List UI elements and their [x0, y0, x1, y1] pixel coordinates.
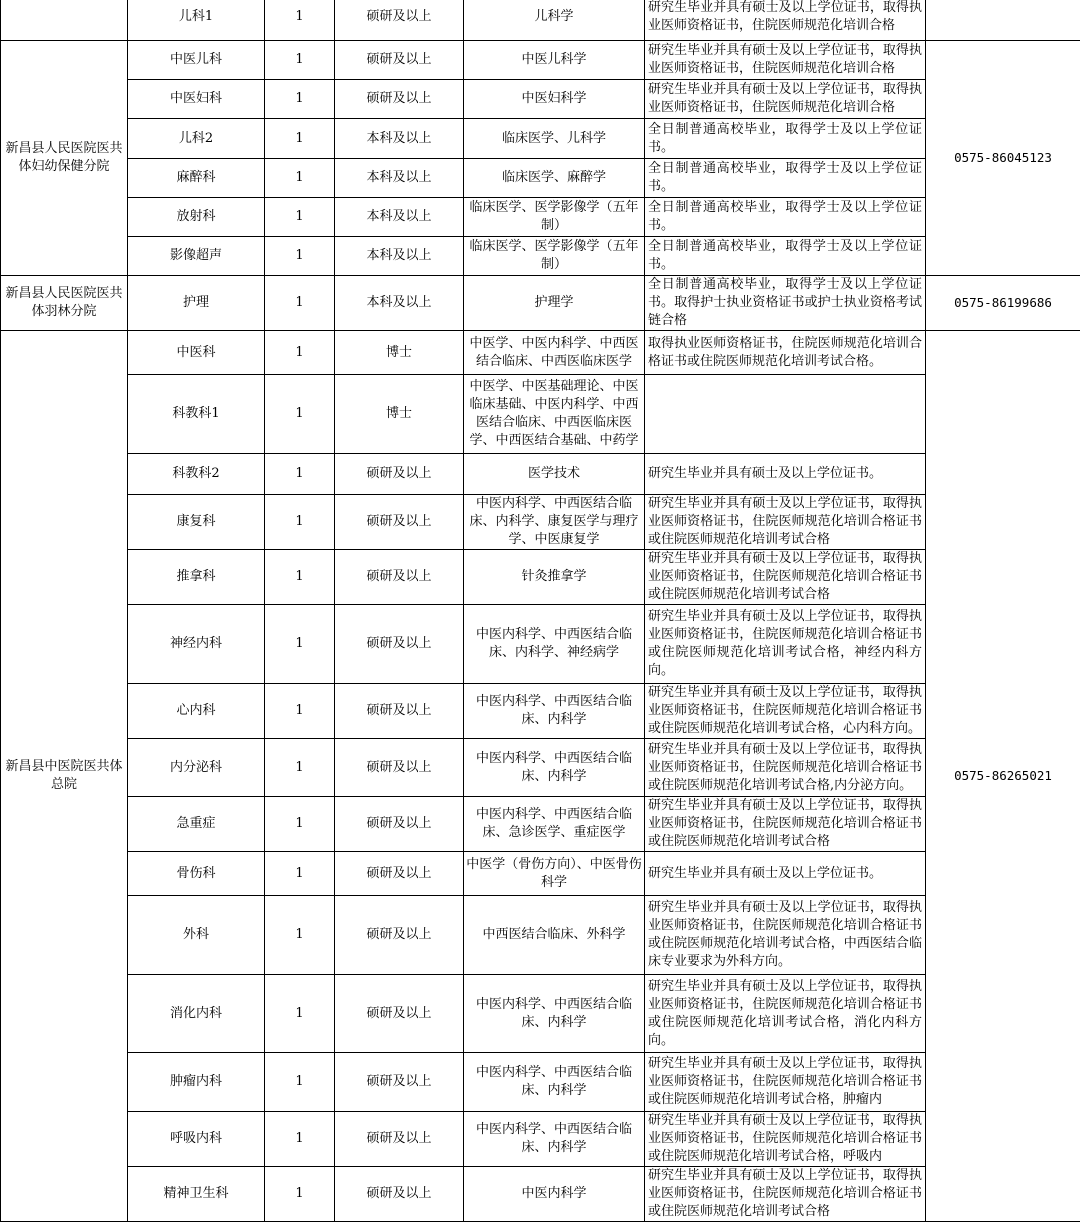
major-cell: 中医内科学、中西医结合临床、内科学、康复医学与理疗学、中医康复学	[464, 495, 645, 550]
table-row	[1, 1167, 1080, 1222]
count-cell: 1	[265, 495, 335, 550]
count-cell: 1	[265, 739, 335, 797]
org-cell	[1, 0, 128, 41]
education-cell: 本科及以上	[335, 276, 464, 331]
table-row	[1, 550, 1080, 605]
table-body	[1, 0, 1080, 1222]
education-cell: 硕研及以上	[335, 550, 464, 605]
education-cell: 本科及以上	[335, 159, 464, 198]
count-cell: 1	[265, 550, 335, 605]
education-cell: 博士	[335, 331, 464, 375]
requirement-cell: 研究生毕业并具有硕士及以上学位证书，取得执业医师资格证书，住院医师规范化培训合格证书或住院医师规范化培训考试合格，消化内科方向。	[645, 975, 926, 1053]
requirement-cell: 研究生毕业并具有硕士及以上学位证书。	[645, 852, 926, 896]
major-cell: 中医内科学、中西医结合临床、内科学	[464, 975, 645, 1053]
requirement-cell: 研究生毕业并具有硕士及以上学位证书，取得执业医师资格证书，住院医师规范化培训合格	[645, 41, 926, 80]
education-cell: 硕研及以上	[335, 41, 464, 80]
org-cell: 新昌县中医院医共体总院	[1, 331, 128, 1222]
count-cell: 1	[265, 1167, 335, 1222]
education-cell: 硕研及以上	[335, 454, 464, 495]
dept-cell: 护理	[128, 276, 265, 331]
count-cell: 1	[265, 454, 335, 495]
count-cell: 1	[265, 1053, 335, 1112]
requirement-cell: 研究生毕业并具有硕士及以上学位证书，取得执业医师资格证书，住院医师规范化培训合格证书或住院医师规范化培训考试合格	[645, 550, 926, 605]
count-cell: 1	[265, 331, 335, 375]
major-cell: 临床医学、麻醉学	[464, 159, 645, 198]
requirement-cell: 研究生毕业并具有硕士及以上学位证书，取得执业医师资格证书，住院医师规范化培训合格证书或住院医师规范化培训考试合格，中西医结合临床专业要求为外科方向。	[645, 896, 926, 975]
dept-cell: 中医科	[128, 331, 265, 375]
education-cell: 硕研及以上	[335, 797, 464, 852]
table-row	[1, 375, 1080, 454]
major-cell: 护理学	[464, 276, 645, 331]
dept-cell: 中医妇科	[128, 80, 265, 119]
education-cell: 硕研及以上	[335, 605, 464, 684]
table-row	[1, 159, 1080, 198]
education-cell: 硕研及以上	[335, 0, 464, 41]
table-row	[1, 0, 1080, 41]
dept-cell: 消化内科	[128, 975, 265, 1053]
education-cell: 硕研及以上	[335, 1053, 464, 1112]
table-row	[1, 605, 1080, 684]
requirement-cell: 研究生毕业并具有硕士及以上学位证书，取得执业医师资格证书，住院医师规范化培训合格	[645, 80, 926, 119]
dept-cell: 外科	[128, 896, 265, 975]
major-cell: 中医学（骨伤方向）、中医骨伤科学	[464, 852, 645, 896]
requirement-cell: 研究生毕业并具有硕士及以上学位证书，取得执业医师资格证书，住院医师规范化培训合格证书或住院医师规范化培训考试合格,内分泌方向。	[645, 739, 926, 797]
requirement-cell: 研究生毕业并具有硕士及以上学位证书，取得执业医师资格证书，住院医师规范化培训合格证书或住院医师规范化培训考试合格	[645, 797, 926, 852]
education-cell: 硕研及以上	[335, 852, 464, 896]
requirement-cell: 全日制普通高校毕业，取得学士及以上学位证书。	[645, 237, 926, 276]
requirement-cell: 全日制普通高校毕业，取得学士及以上学位证书。	[645, 198, 926, 237]
dept-cell: 影像超声	[128, 237, 265, 276]
dept-cell: 康复科	[128, 495, 265, 550]
dept-cell: 急重症	[128, 797, 265, 852]
count-cell: 1	[265, 852, 335, 896]
major-cell: 临床医学、医学影像学（五年制）	[464, 237, 645, 276]
count-cell: 1	[265, 80, 335, 119]
dept-cell: 心内科	[128, 684, 265, 739]
requirement-cell	[645, 375, 926, 454]
phone-cell: 0575-86265021	[926, 331, 1080, 1222]
count-cell: 1	[265, 41, 335, 80]
table-row	[1, 237, 1080, 276]
education-cell: 硕研及以上	[335, 684, 464, 739]
major-cell: 中医内科学、中西医结合临床、内科学、神经病学	[464, 605, 645, 684]
dept-cell: 呼吸内科	[128, 1112, 265, 1167]
education-cell: 硕研及以上	[335, 1112, 464, 1167]
education-cell: 本科及以上	[335, 237, 464, 276]
count-cell: 1	[265, 896, 335, 975]
major-cell: 医学技术	[464, 454, 645, 495]
major-cell: 中医学、中医内科学、中西医结合临床、中西医临床医学	[464, 331, 645, 375]
count-cell: 1	[265, 605, 335, 684]
count-cell: 1	[265, 797, 335, 852]
requirement-cell: 全日制普通高校毕业，取得学士及以上学位证书。	[645, 119, 926, 159]
dept-cell: 科教科1	[128, 375, 265, 454]
count-cell: 1	[265, 237, 335, 276]
table-row	[1, 495, 1080, 550]
major-cell: 中医内科学、中西医结合临床、内科学	[464, 1112, 645, 1167]
major-cell: 针灸推拿学	[464, 550, 645, 605]
count-cell: 1	[265, 375, 335, 454]
table-row	[1, 276, 1080, 331]
count-cell: 1	[265, 1112, 335, 1167]
dept-cell: 麻醉科	[128, 159, 265, 198]
table-row	[1, 1112, 1080, 1167]
table-row	[1, 198, 1080, 237]
table-row	[1, 739, 1080, 797]
count-cell: 1	[265, 159, 335, 198]
table-row	[1, 1053, 1080, 1112]
dept-cell: 神经内科	[128, 605, 265, 684]
requirement-cell: 研究生毕业并具有硕士及以上学位证书，取得执业医师资格证书，住院医师规范化培训合格	[645, 0, 926, 41]
dept-cell: 肿瘤内科	[128, 1053, 265, 1112]
table-row	[1, 852, 1080, 896]
phone-cell	[926, 0, 1080, 41]
requirement-cell: 全日制普通高校毕业，取得学士及以上学位证书。取得护士执业资格证书或护士执业资格考试链合格	[645, 276, 926, 331]
requirement-cell: 研究生毕业并具有硕士及以上学位证书，取得执业医师资格证书，住院医师规范化培训合格证书或住院医师规范化培训考试合格，肿瘤内	[645, 1053, 926, 1112]
table-row	[1, 80, 1080, 119]
education-cell: 硕研及以上	[335, 1167, 464, 1222]
requirement-cell: 研究生毕业并具有硕士及以上学位证书，取得执业医师资格证书，住院医师规范化培训合格证书或住院医师规范化培训考试合格，神经内科方向。	[645, 605, 926, 684]
major-cell: 中医内科学、中西医结合临床、内科学	[464, 1053, 645, 1112]
education-cell: 博士	[335, 375, 464, 454]
dept-cell: 骨伤科	[128, 852, 265, 896]
org-cell: 新昌县人民医院医共体妇幼保健分院	[1, 41, 128, 276]
education-cell: 本科及以上	[335, 119, 464, 159]
count-cell: 1	[265, 276, 335, 331]
requirement-cell: 研究生毕业并具有硕士及以上学位证书。	[645, 454, 926, 495]
education-cell: 硕研及以上	[335, 975, 464, 1053]
major-cell: 临床医学、儿科学	[464, 119, 645, 159]
major-cell: 中医儿科学	[464, 41, 645, 80]
phone-cell: 0575-86199686	[926, 276, 1080, 331]
major-cell: 中医内科学、中西医结合临床、急诊医学、重症医学	[464, 797, 645, 852]
major-cell: 儿科学	[464, 0, 645, 41]
count-cell: 1	[265, 198, 335, 237]
major-cell: 中医内科学、中西医结合临床、内科学	[464, 739, 645, 797]
dept-cell: 中医儿科	[128, 41, 265, 80]
count-cell: 1	[265, 975, 335, 1053]
org-cell: 新昌县人民医院医共体羽林分院	[1, 276, 128, 331]
major-cell: 中医学、中医基础理论、中医临床基础、中医内科学、中西医结合临床、中西医临床医学、中西医结合基础、中药学	[464, 375, 645, 454]
dept-cell: 推拿科	[128, 550, 265, 605]
table-row	[1, 41, 1080, 80]
major-cell: 中西医结合临床、外科学	[464, 896, 645, 975]
dept-cell: 科教科2	[128, 454, 265, 495]
education-cell: 硕研及以上	[335, 896, 464, 975]
table-row	[1, 975, 1080, 1053]
count-cell: 1	[265, 0, 335, 41]
table-row	[1, 896, 1080, 975]
table-row	[1, 684, 1080, 739]
major-cell: 临床医学、医学影像学（五年制）	[464, 198, 645, 237]
education-cell: 硕研及以上	[335, 80, 464, 119]
dept-cell: 放射科	[128, 198, 265, 237]
major-cell: 中医内科学、中西医结合临床、内科学	[464, 684, 645, 739]
table-row	[1, 119, 1080, 159]
requirement-cell: 全日制普通高校毕业，取得学士及以上学位证书。	[645, 159, 926, 198]
dept-cell: 内分泌科	[128, 739, 265, 797]
requirement-cell: 研究生毕业并具有硕士及以上学位证书，取得执业医师资格证书，住院医师规范化培训合格证书或住院医师规范化培训考试合格	[645, 1167, 926, 1222]
requirement-cell: 取得执业医师资格证书，住院医师规范化培训合格证书或住院医师规范化培训考试合格。	[645, 331, 926, 375]
phone-cell: 0575-86045123	[926, 41, 1080, 276]
education-cell: 硕研及以上	[335, 495, 464, 550]
education-cell: 本科及以上	[335, 198, 464, 237]
count-cell: 1	[265, 684, 335, 739]
dept-cell: 精神卫生科	[128, 1167, 265, 1222]
table-row	[1, 454, 1080, 495]
major-cell: 中医内科学	[464, 1167, 645, 1222]
count-cell: 1	[265, 119, 335, 159]
requirement-cell: 研究生毕业并具有硕士及以上学位证书，取得执业医师资格证书，住院医师规范化培训合格证书或住院医师规范化培训考试合格	[645, 495, 926, 550]
dept-cell: 儿科2	[128, 119, 265, 159]
education-cell: 硕研及以上	[335, 739, 464, 797]
requirement-cell: 研究生毕业并具有硕士及以上学位证书，取得执业医师资格证书，住院医师规范化培训合格证书或住院医师规范化培训考试合格，心内科方向。	[645, 684, 926, 739]
major-cell: 中医妇科学	[464, 80, 645, 119]
requirement-cell: 研究生毕业并具有硕士及以上学位证书，取得执业医师资格证书，住院医师规范化培训合格证书或住院医师规范化培训考试合格，呼吸内	[645, 1112, 926, 1167]
table-row	[1, 331, 1080, 375]
dept-cell: 儿科1	[128, 0, 265, 41]
table-row	[1, 797, 1080, 852]
